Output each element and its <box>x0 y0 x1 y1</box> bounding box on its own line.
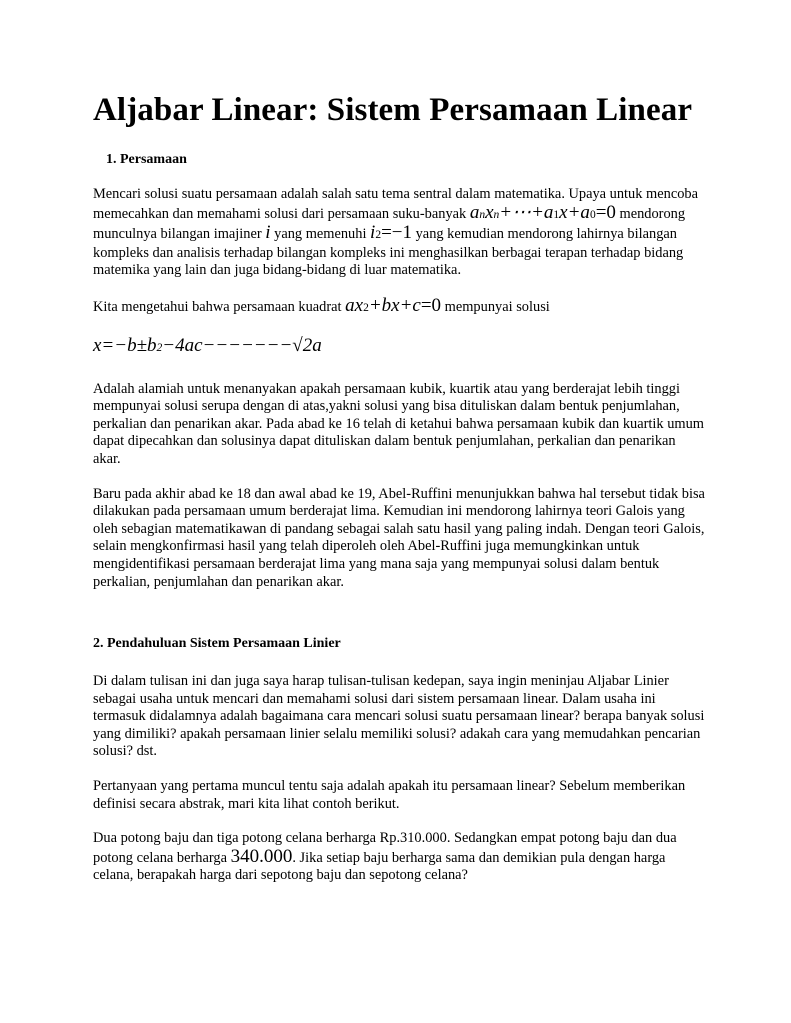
price-number: 340.000 <box>230 845 293 867</box>
section-2-paragraph-1: Di dalam tulisan ini dan juga saya harap tulisan-tulisan kedepan, saya ingin meninjau Aljabar Linier sebagai usaha untuk mencari dan memahami solusi dari sistem persamaan linear. Dalam usaha ini termasuk didalamnya adalah bagaimana cara mencari solusi suatu persamaan linear? berapa banyak solusi yang dimiliki? apakah persamaan linier selalu memiliki solusi? adakah cara yang memudahkan pencarian solusi? dst. <box>93 673 705 760</box>
paragraph-text: yang memenuhi <box>270 226 371 243</box>
section-1-paragraph-1 <box>93 186 705 280</box>
paragraph-text: Mencari solusi suatu persamaan adalah salah satu tema sentral dalam matematika. Upaya untuk mencoba memecahkan dan memahami solusi dari persamaan suku-banyak <box>93 186 698 222</box>
paragraph-text: mendorong munculnya bilangan imajiner <box>93 205 686 243</box>
section-2-paragraph-2: Pertanyaan yang pertama muncul tentu saja adalah apakah itu persamaan linear? Sebelum memberikan definisi secara abstrak, mari kita lihat contoh berikut. <box>93 778 686 812</box>
page-title: Aljabar Linear: Sistem Persamaan Linear <box>93 92 693 128</box>
paragraph-text: mempunyai solusi <box>441 298 550 315</box>
paragraph-text: Dua potong baju dan tiga potong celana berharga Rp.310.000. Sedangkan empat potong baju dan dua potong celana berharga <box>93 830 677 866</box>
paragraph-text: . Jika setiap baju berharga sama dan demikian pula dengan harga celana, berapakah harga dari sepotong baju dan sepotong celana? <box>93 849 666 884</box>
section-1-heading: 1. Persamaan <box>106 152 187 167</box>
section-1-paragraph-4: Baru pada akhir abad ke 18 dan awal abad ke 19, Abel-Ruffini menunjukkan bahwa hal tersebut tidak bisa dilakukan pada persamaan umum berderajat lima. Kemudian ini mendorong lahirnya teori Galois yang oleh sebagian matematikawan di pandang sebagai salah satu hasil yang paling indah. Dengan teori Galois, selain mengkonfirmasi hasil yang telah diperoleh oleh Abel-Ruffini juga memungkinkan untuk mengidentifikasi persamaan berderajat lima yang mana saja yang mempunyai solusi dalam bentuk perkalian, penjumlahan dan penarikan akar. <box>93 485 705 590</box>
imaginary-i: i <box>265 222 271 244</box>
section-1-paragraph-3: Adalah alamiah untuk menanyakan apakah persamaan kubik, kuartik atau yang berderajat lebih tinggi mempunyai solusi serupa dengan di atas,yakni solusi yang bisa dituliskan dalam bentuk penjumlahan, perkalian dan penarikan akar. Pada abad ke 16 telah di ketahui bahwa persamaan kubik dan kuartik umum dapat dipecahkan dan solusinya dapat dituliskan dalam bentuk penjumlahan, perkalian dan penarikan akar. <box>93 380 704 467</box>
paragraph-text: Kita mengetahui bahwa persamaan kuadrat <box>93 298 346 315</box>
section-spacer <box>93 608 705 636</box>
polynomial-formula: anxn+⋯+a1x+a0=0 <box>469 201 616 223</box>
paragraph-text: yang kemudian mendorong lahirnya bilangan kompleks dan analisis terhadap bilangan kompleks ini menghasilkan berbagai terapan terhadap bidang matemika yang lain dan juga bidang-bidang di luar matematika. <box>93 226 684 279</box>
section-2-heading: 2. Pendahuluan Sistem Persamaan Linier <box>93 636 341 652</box>
imaginary-formula: i2=−1 <box>370 222 413 244</box>
quadratic-formula: ax2+bx+c=0 <box>345 294 442 316</box>
section-2-paragraph-3 <box>93 830 705 885</box>
section-1-paragraph-2 <box>93 294 705 318</box>
quadratic-solution-formula: x=−b±b2−4ac−−−−−−−√2a <box>93 334 322 356</box>
document-content <box>93 90 705 902</box>
